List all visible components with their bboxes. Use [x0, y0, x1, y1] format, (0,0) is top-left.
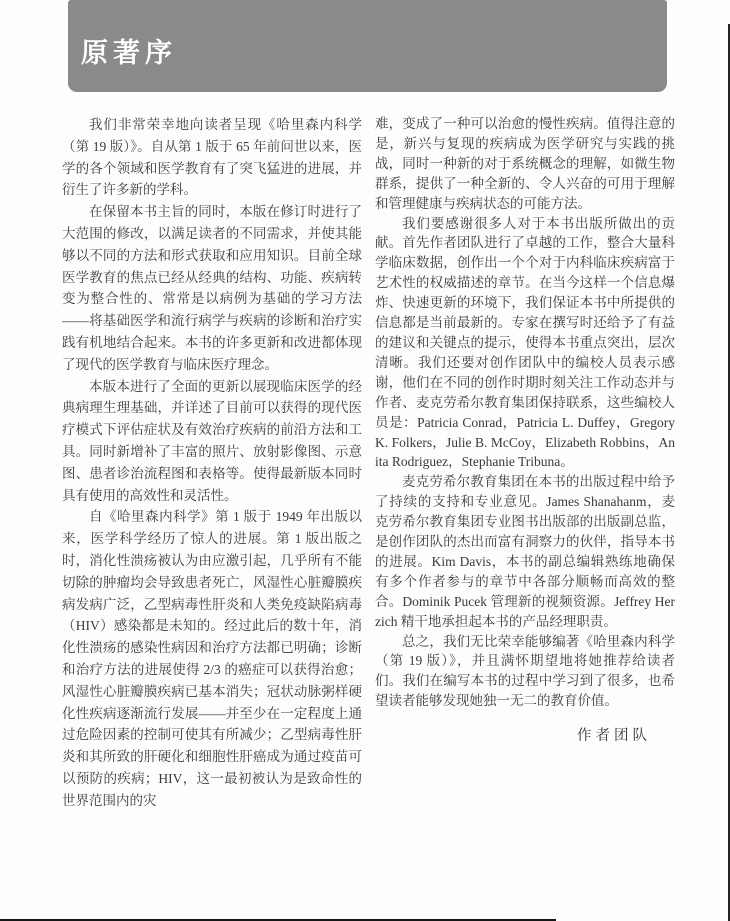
page-title: 原著序 — [81, 38, 177, 68]
paragraph: 总之，我们无比荣幸能够编著《哈里森内科学（第 19 版）》，并且满怀期望地将她推荐给读者们。我们在编写本书的过程中学习到了很多，也希望读者能够发现她独一无二的教育价值。 — [375, 633, 675, 709]
paragraph: 本版本进行了全面的更新以展现临床医学的经典病理生理基础，并详述了目前可以获得的现代医疗模式下评估症状及有效治疗疾病的前沿方法和工具。同时新增补了丰富的照片、放射影像图、示意图、患者诊治流程图和表格等。使得最新版本同时具有使用的高效性和灵活性。 — [62, 378, 362, 503]
paragraph: 自《哈里森内科学》第 1 版于 1949 年出版以来，医学科学经历了惊人的进展。第 1 版出版之时，消化性溃疡被认为由应激引起，几乎所有不能切除的肿瘤均会导致患者死亡，风湿性心脏瓣膜疾病发病广泛，乙型病毒性肝炎和人类免疫缺陷病毒（HIV）感染都是未知的。经过此后的数十年，消化性溃疡的感染性病因和治疗方法都已明确；诊断和治疗方法的进展使得 2/3 的癌症可以获得治愈；风湿性心脏瓣膜疾病已基本消失；冠状动脉粥样硬化性疾病逐渐流行发展——并至少在一定程度上通过危险因素的控制可使其有所减少；乙型病毒性肝炎和其所致的肝硬化和细胞性肝癌成为通过疫苗可以预防的疾病；HIV，这一最初被认为是致命性的世界范围内的灾 — [62, 509, 362, 808]
chapter-title-bar — [68, 0, 667, 92]
paragraph-group-right — [375, 114, 675, 711]
paragraph: 我们非常荣幸地向读者呈现《哈里森内科学（第 19 版）》。自从第 1 版于 65 年前问世以来，医学的各个领域和医学教育有了突飞猛进的进展，并衍生了许多新的学科。 — [62, 117, 362, 198]
paragraph: 在保留本书主旨的同时，本版在修订时进行了大范围的修改，以满足读者的不同需求，并使其能够以不同的方法和形式获取和应用知识。目前全球医学教育的焦点已经从经典的结构、功能、疾病转变为整合性的、常常是以病例为基础的学习方法——将基础医学和流行病学与疾病的诊断和治疗实践有机地结合起来。本书的许多更新和改进都体现了现代的医学教育与临床医疗理念。 — [62, 204, 362, 372]
preface-body — [62, 114, 675, 812]
paragraph: 难，变成了一种可以治愈的慢性疾病。值得注意的是，新兴与复现的疾病成为医学研究与实践的挑战，同时一种新的对于系统概念的理解，如微生物群系，提供了一种全新的、令人兴奋的可用于理解和管理健康与疾病状态的可能方法。 — [375, 116, 675, 211]
paragraph: 麦克劳希尔教育集团在本书的出版过程中给予了持续的支持和专业意见。James Shanahanm，麦克劳希尔教育集团专业图书出版部的出版副总监，是创作团队的杰出而富有洞察力的伙伴，指导本书的进展。Kim Davis，本书的副总编辑熟练地确保有多个作者参与的章节中各部分顺畅而高效的整合。Dominik Pucek 管理新的视频资源。Jeffrey Herzich 精干地承担起本书的产品经理职责。 — [375, 474, 675, 629]
text-column-right — [375, 114, 675, 812]
paragraph: 我们要感谢很多人对于本书出版所做出的贡献。首先作者团队进行了卓越的工作，整合大量科学临床数据，创作出一个个对于内科临床疾病富于艺术性的权威描述的章节。在当今这样一个信息爆炸、快速更新的环境下，我们保证本书中所提供的信息都是当前最新的。专家在撰写时还给予了有益的建议和关键点的提示，使得本书重点突出，层次清晰。我们还要对创作团队中的编校人员表示感谢，他们在不同的创作时期时刻关注工作动态并与作者、麦克劳希尔教育集团保持联系，这些编校人员是：Patricia Conrad，Patricia L. Duffey，Gregory K. Folkers，Julie B. McCoy，Elizabeth Robbins，Anita Rodriguez，Stephanie Tribuna。 — [375, 215, 675, 470]
author-signature: 作者团队 — [577, 728, 651, 745]
paragraph-group-left — [62, 114, 362, 812]
text-column-left — [62, 114, 362, 812]
